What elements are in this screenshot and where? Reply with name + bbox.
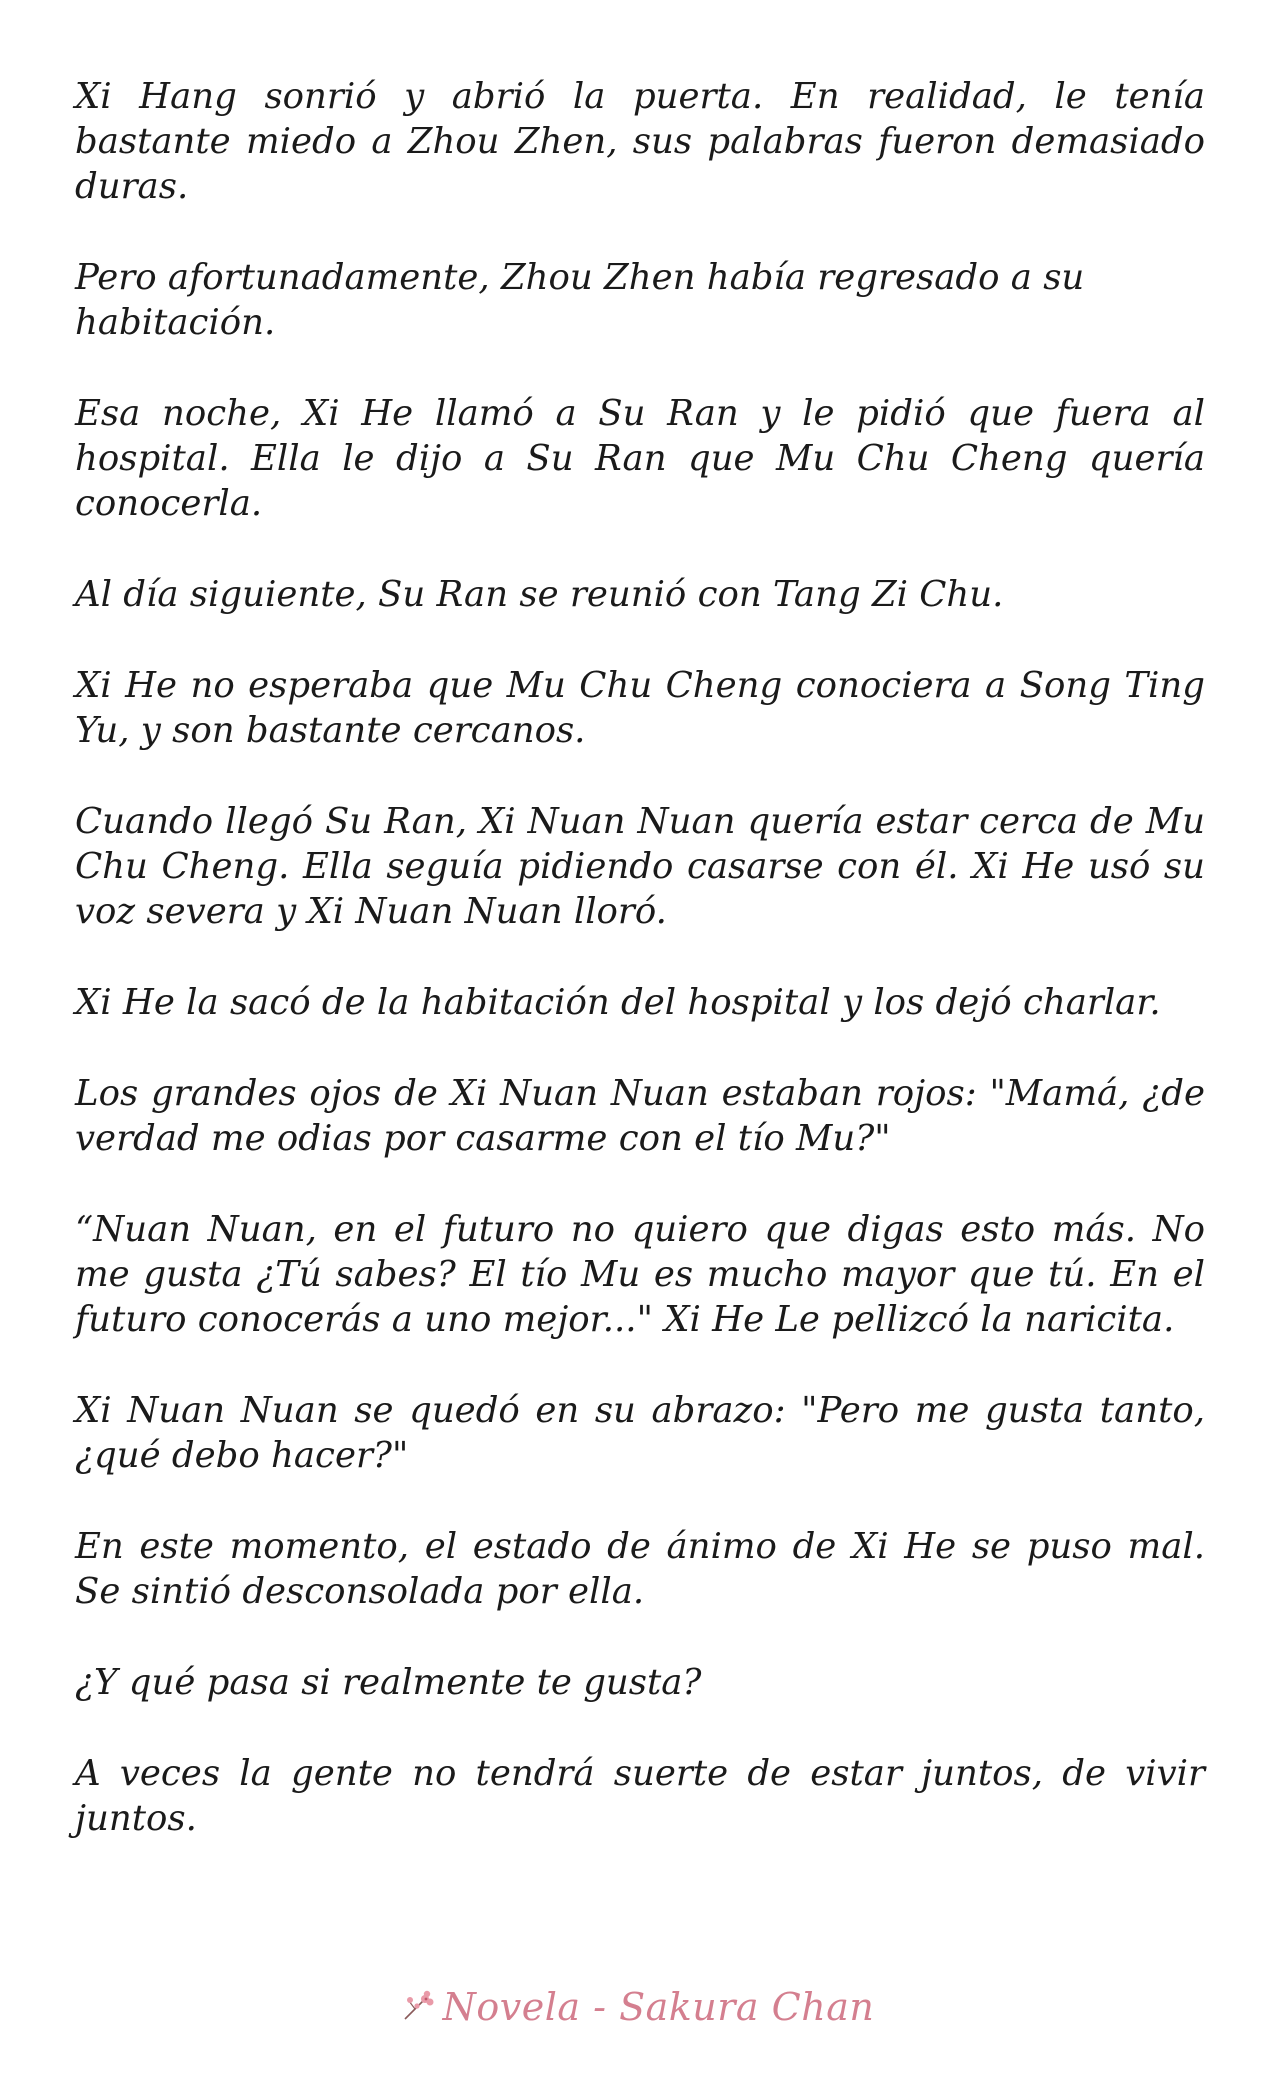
paragraph-3: Esa noche, Xi He llamó a Su Ran y le pidió que fuera al hospital. Ella le dijo a Su Ran que Mu Chu Cheng quería conocerla. <box>75 393 1205 524</box>
paragraph-9: “Nuan Nuan, en el futuro no quiero que digas esto más. No me gusta ¿Tú sabes? El tío Mu es mucho mayor que tú. En el futuro conocerás a uno mejor..." Xi He Le pellizcó la naricita. <box>75 1209 1205 1340</box>
paragraph-5: Xi He no esperaba que Mu Chu Cheng conociera a Song Ting Yu, y son bastante cercanos. <box>75 665 1205 751</box>
paragraph-8: Los grandes ojos de Xi Nuan Nuan estaban rojos: "Mamá, ¿de verdad me odias por casarme con el tío Mu?" <box>75 1073 1205 1159</box>
paragraph-12: ¿Y qué pasa si realmente te gusta? <box>75 1662 702 1703</box>
paragraph-11: En este momento, el estado de ánimo de Xi He se puso mal. Se sintió desconsolada por ella. <box>75 1526 1205 1612</box>
paragraph-10: Xi Nuan Nuan se quedó en su abrazo: "Pero me gusta tanto, ¿qué debo hacer?" <box>75 1390 1205 1476</box>
paragraph-2: Pero afortunadamente, Zhou Zhen había regresado a su habitación. <box>75 257 1085 343</box>
paragraph-7: Xi He la sacó de la habitación del hospital y los dejó charlar. <box>75 982 1161 1023</box>
watermark-text: Novela - Sakura Chan <box>442 1985 875 2029</box>
paragraph-13: A veces la gente no tendrá suerte de estar juntos, de vivir juntos. <box>75 1753 1205 1839</box>
paragraph-4: Al día siguiente, Su Ran se reunió con Tang Zi Chu. <box>75 574 1004 615</box>
paragraph-1: Xi Hang sonrió y abrió la puerta. En realidad, le tenía bastante miedo a Zhou Zhen, sus palabras fueron demasiado duras. <box>75 76 1205 207</box>
watermark-footer <box>0 1985 1275 2029</box>
paragraph-6: Cuando llegó Su Ran, Xi Nuan Nuan quería estar cerca de Mu Chu Cheng. Ella seguía pidiendo casarse con él. Xi He usó su voz severa y Xi Nuan Nuan lloró. <box>75 801 1205 932</box>
sakura-flower-icon <box>401 1989 437 2025</box>
